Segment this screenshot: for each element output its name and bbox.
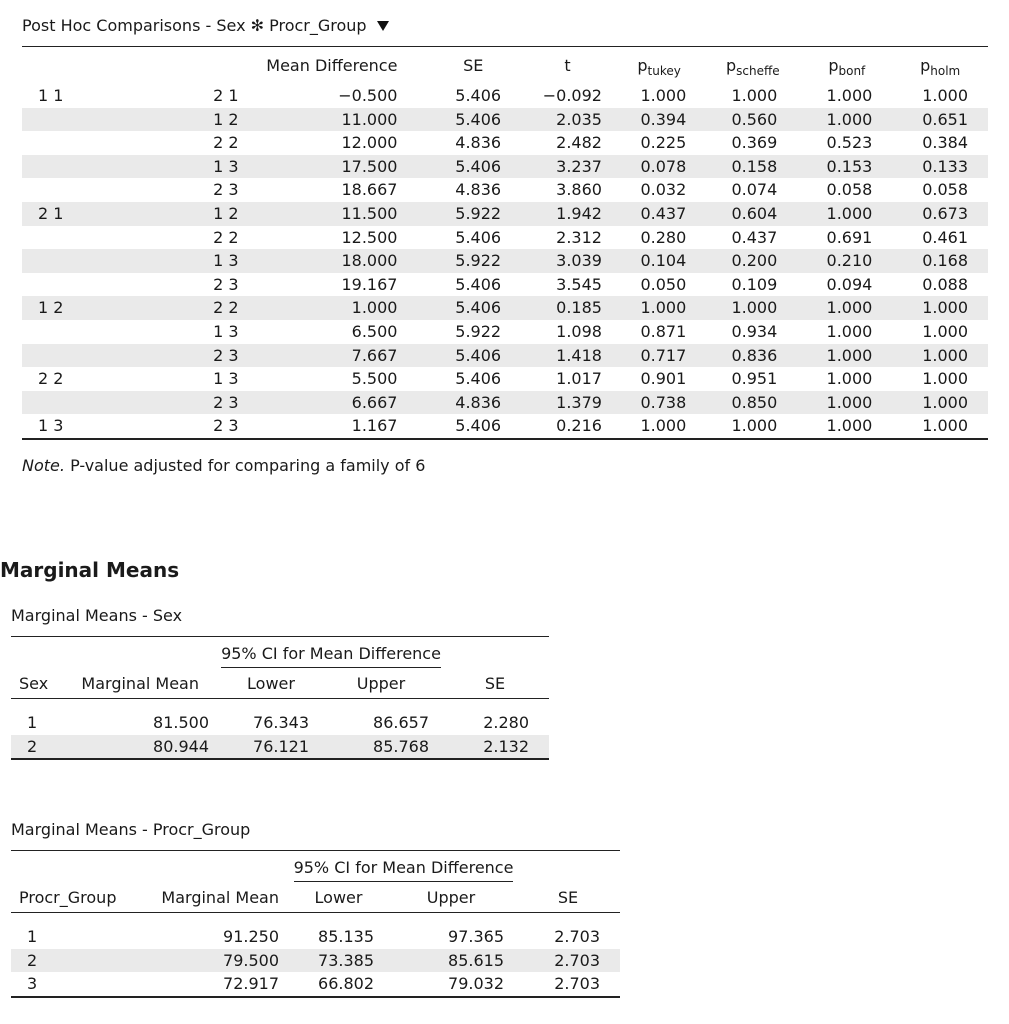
procr-table-title: Marginal Means - Procr_Group	[11, 820, 251, 839]
cell-p-scheffe: 0.836	[704, 344, 801, 368]
table-row	[22, 202, 988, 226]
cell-group1	[22, 131, 98, 155]
posthoc-title-text: Post Hoc Comparisons - Sex ✻ Procr_Group	[22, 16, 367, 35]
cell-group2: 2 3	[213, 274, 239, 294]
cell-marginal-mean: 91.250	[223, 927, 279, 946]
cell-level: 1	[27, 713, 38, 732]
header-upper: Upper	[426, 887, 476, 907]
cell-mean-difference: 12.500	[341, 227, 398, 247]
sex-table-body	[11, 711, 549, 758]
table-row	[22, 178, 988, 202]
cell-p-bonf: 1.000	[826, 369, 873, 389]
cell-t: 1.418	[521, 344, 614, 368]
header-marginal-mean: Marginal Mean	[81, 673, 199, 693]
posthoc-header-row	[22, 47, 988, 84]
cell-p-bonf: 0.691	[826, 227, 873, 247]
table-row	[22, 296, 988, 320]
header-sex: Sex	[19, 673, 49, 693]
cell-mean-difference: 11.000	[247, 108, 426, 132]
cell-t: 3.237	[521, 155, 614, 179]
cell-se: 5.406	[455, 227, 502, 247]
cell-p-holm: 1.000	[922, 369, 968, 389]
cell-t: 3.039	[521, 249, 614, 273]
cell-mean-difference: −0.500	[338, 86, 398, 105]
posthoc-table-container	[22, 46, 988, 440]
cell-group1	[22, 320, 98, 344]
marginal-means-heading: Marginal Means	[0, 558, 180, 582]
cell-mean-difference: 5.500	[351, 369, 398, 389]
header-marginal-mean: Marginal Mean	[161, 887, 279, 907]
cell-p-holm: 1.000	[922, 321, 968, 341]
cell-p-scheffe: 0.934	[731, 321, 778, 341]
cell-t: 2.482	[556, 133, 602, 153]
cell-group2: 2 2	[213, 133, 239, 153]
cell-p-holm: 0.168	[892, 249, 988, 273]
cell-p-holm: 1.000	[922, 416, 968, 436]
cell-group2: 1 3	[213, 321, 239, 341]
cell-upper: 79.032	[448, 974, 504, 994]
cell-mean-difference: 18.667	[341, 180, 398, 200]
cell-group2: 1 3	[98, 249, 246, 273]
cell-group2: 2 2	[98, 296, 246, 320]
cell-se: 5.406	[425, 155, 521, 179]
cell-lower: 66.802	[318, 974, 374, 994]
header-mean-difference: Mean Difference	[266, 56, 398, 75]
cell-upper: 85.768	[321, 735, 441, 759]
cell-upper: 85.615	[386, 949, 516, 973]
table-row	[22, 344, 988, 368]
sex-marginal-means-table	[11, 637, 549, 758]
cell-group1	[22, 391, 98, 415]
cell-p-scheffe: 0.437	[731, 227, 778, 247]
procr-marginal-means-table	[11, 851, 620, 996]
cell-se: 2.703	[516, 949, 620, 973]
cell-p-tukey: 0.078	[614, 155, 704, 179]
cell-p-bonf: 1.000	[826, 321, 873, 341]
cell-mean-difference: 1.167	[351, 416, 398, 436]
cell-p-holm: 1.000	[892, 391, 988, 415]
cell-p-bonf: 0.153	[801, 155, 892, 179]
cell-p-tukey: 0.717	[614, 344, 704, 368]
table-row	[22, 108, 988, 132]
cell-mean-difference: 11.500	[247, 202, 426, 226]
cell-lower: 76.121	[221, 735, 321, 759]
sex-table-title: Marginal Means - Sex	[11, 606, 183, 625]
cell-se: 5.406	[425, 344, 521, 368]
cell-mean-difference: 6.500	[351, 321, 398, 341]
cell-lower: 73.385	[291, 949, 386, 973]
header-lower: Lower	[247, 673, 295, 693]
cell-mean-difference: 6.667	[247, 391, 426, 415]
cell-p-holm: 1.000	[922, 86, 968, 105]
procr-table-container	[11, 850, 620, 998]
posthoc-note	[22, 456, 425, 475]
cell-t: 2.035	[521, 108, 614, 132]
cell-p-tukey: 0.738	[614, 391, 704, 415]
cell-mean-difference: 7.667	[247, 344, 426, 368]
header-se: SE	[557, 887, 579, 907]
cell-group1: 1 3	[38, 416, 64, 436]
cell-level: 2	[11, 735, 71, 759]
cell-t: 3.860	[556, 180, 602, 200]
ci-header-row	[11, 851, 620, 882]
cell-p-holm: 0.673	[892, 202, 988, 226]
table-row	[22, 226, 988, 250]
cell-p-scheffe: 0.951	[731, 369, 778, 389]
cell-marginal-mean: 79.500	[151, 949, 291, 973]
cell-p-holm: 0.088	[922, 274, 968, 294]
table-bottom-rule	[11, 758, 549, 760]
ci-header: 95% CI for Mean Difference	[221, 637, 441, 668]
cell-marginal-mean: 80.944	[71, 735, 221, 759]
posthoc-title	[22, 16, 389, 35]
cell-group1	[22, 178, 98, 202]
procr-table-body	[11, 925, 620, 996]
table-row	[11, 925, 620, 949]
procr-header-row	[11, 882, 620, 913]
cell-group1	[22, 344, 98, 368]
cell-level: 3	[27, 974, 38, 994]
cell-level: 1	[27, 927, 38, 946]
cell-p-holm: 1.000	[892, 344, 988, 368]
cell-group1	[22, 226, 98, 250]
cell-se: 5.406	[455, 369, 502, 389]
cell-p-holm: 0.384	[922, 133, 968, 153]
cell-p-scheffe: 0.604	[704, 202, 801, 226]
cell-p-tukey: 0.871	[640, 321, 687, 341]
dropdown-triangle-icon[interactable]	[377, 21, 389, 31]
cell-group2: 1 3	[213, 369, 239, 389]
cell-p-tukey: 1.000	[614, 296, 704, 320]
cell-p-tukey: 0.437	[614, 202, 704, 226]
cell-p-tukey: 0.104	[614, 249, 704, 273]
cell-t: −0.092	[542, 86, 602, 105]
cell-group1	[22, 249, 98, 273]
cell-t: 1.098	[556, 321, 602, 341]
table-bottom-rule	[22, 438, 988, 440]
cell-se: 5.406	[425, 108, 521, 132]
header-procr-group: Procr_Group	[19, 887, 117, 907]
ci-header: 95% CI for Mean Difference	[291, 851, 516, 882]
cell-p-tukey: 0.280	[640, 227, 687, 247]
cell-group2: 2 3	[213, 416, 239, 436]
cell-p-scheffe: 0.109	[731, 274, 778, 294]
cell-p-bonf: 1.000	[801, 344, 892, 368]
cell-level: 2	[11, 949, 151, 973]
cell-p-tukey: 0.032	[640, 180, 687, 200]
cell-p-scheffe: 0.074	[731, 180, 778, 200]
header-p-scheffe: $p_{scheffe}$	[725, 56, 780, 78]
cell-group1: 2 2	[38, 369, 64, 389]
table-row	[11, 711, 549, 735]
cell-p-tukey: 1.000	[640, 86, 687, 105]
cell-p-scheffe: 0.200	[704, 249, 801, 273]
cell-se: 5.406	[455, 416, 502, 436]
table-row	[22, 367, 988, 391]
cell-group1: 1 1	[38, 86, 64, 105]
header-p-tukey: $p_{tukey}$	[637, 56, 681, 78]
cell-p-bonf: 0.523	[826, 133, 873, 153]
table-row	[22, 249, 988, 273]
cell-se: 2.703	[554, 927, 600, 946]
header-se: SE	[484, 673, 506, 693]
cell-upper: 86.657	[373, 713, 429, 732]
cell-se: 4.836	[455, 133, 502, 153]
header-group2	[98, 47, 246, 84]
header-group1	[22, 47, 98, 84]
cell-p-tukey: 1.000	[640, 416, 687, 436]
cell-lower: 76.343	[253, 713, 309, 732]
table-row	[11, 949, 620, 973]
cell-p-scheffe: 0.158	[704, 155, 801, 179]
cell-group2: 2 1	[213, 86, 239, 105]
table-row	[22, 131, 988, 155]
cell-group2: 1 2	[98, 202, 246, 226]
cell-p-holm: 1.000	[892, 296, 988, 320]
cell-se: 2.703	[554, 974, 600, 994]
cell-p-scheffe: 0.369	[731, 133, 778, 153]
cell-mean-difference: 12.000	[341, 133, 398, 153]
cell-se: 2.280	[483, 713, 529, 732]
cell-p-bonf: 1.000	[826, 416, 873, 436]
cell-p-bonf: 1.000	[801, 202, 892, 226]
table-row	[11, 735, 549, 759]
cell-group2: 1 3	[98, 155, 246, 179]
cell-p-tukey: 0.050	[640, 274, 687, 294]
cell-group2: 2 2	[213, 227, 239, 247]
table-row	[22, 155, 988, 179]
cell-p-bonf: 1.000	[826, 86, 873, 105]
cell-t: 3.545	[556, 274, 602, 294]
cell-t: 0.185	[521, 296, 614, 320]
cell-lower: 85.135	[318, 927, 374, 946]
table-row	[22, 84, 988, 108]
cell-se: 5.406	[425, 296, 521, 320]
note-text: P-value adjusted for comparing a family of 6	[70, 456, 426, 475]
header-t: t	[564, 56, 571, 75]
cell-group1: 1 2	[22, 296, 98, 320]
table-row	[22, 320, 988, 344]
ci-header-row	[11, 637, 549, 668]
cell-se: 2.132	[441, 735, 549, 759]
cell-group2: 2 3	[98, 344, 246, 368]
cell-p-scheffe: 0.850	[704, 391, 801, 415]
cell-group2: 1 2	[98, 108, 246, 132]
cell-t: 1.942	[521, 202, 614, 226]
sex-table-container	[11, 636, 549, 760]
cell-mean-difference: 17.500	[247, 155, 426, 179]
header-p-bonf: $p_{bonf}$	[828, 56, 866, 78]
cell-t: 2.312	[556, 227, 602, 247]
cell-p-bonf: 1.000	[801, 108, 892, 132]
cell-p-tukey: 0.394	[614, 108, 704, 132]
cell-p-bonf: 0.094	[826, 274, 873, 294]
table-bottom-rule	[11, 996, 620, 998]
cell-p-bonf: 0.210	[801, 249, 892, 273]
cell-p-bonf: 1.000	[801, 296, 892, 320]
cell-p-bonf: 0.058	[826, 180, 873, 200]
cell-t: 0.216	[556, 416, 602, 436]
header-upper: Upper	[356, 673, 406, 693]
cell-mean-difference: 18.000	[247, 249, 426, 273]
cell-se: 5.922	[425, 249, 521, 273]
cell-p-scheffe: 0.560	[704, 108, 801, 132]
cell-group1	[22, 273, 98, 297]
cell-se: 5.922	[455, 321, 502, 341]
cell-p-holm: 0.133	[892, 155, 988, 179]
cell-t: 1.017	[556, 369, 602, 389]
header-se: SE	[463, 56, 484, 75]
cell-p-holm: 0.651	[892, 108, 988, 132]
posthoc-table	[22, 47, 988, 438]
cell-group1: 2 1	[22, 202, 98, 226]
cell-t: 1.379	[521, 391, 614, 415]
cell-p-holm: 0.058	[922, 180, 968, 200]
cell-group1	[22, 108, 98, 132]
cell-p-scheffe: 1.000	[704, 296, 801, 320]
sex-header-row	[11, 668, 549, 699]
cell-se: 5.406	[455, 86, 502, 105]
table-row	[22, 273, 988, 297]
cell-p-bonf: 1.000	[801, 391, 892, 415]
cell-se: 4.836	[455, 180, 502, 200]
header-lower: Lower	[314, 887, 363, 907]
cell-group2: 2 3	[213, 180, 239, 200]
cell-marginal-mean: 72.917	[223, 974, 279, 994]
cell-p-holm: 0.461	[922, 227, 968, 247]
table-row	[22, 414, 988, 438]
cell-group1	[22, 155, 98, 179]
header-p-holm: $p_{holm}$	[920, 56, 961, 78]
cell-p-tukey: 0.225	[640, 133, 687, 153]
cell-mean-difference: 1.000	[247, 296, 426, 320]
posthoc-table-body	[22, 84, 988, 438]
cell-se: 4.836	[425, 391, 521, 415]
note-label: Note.	[22, 456, 65, 475]
cell-upper: 97.365	[448, 927, 504, 946]
cell-mean-difference: 19.167	[341, 274, 398, 294]
cell-p-scheffe: 1.000	[731, 416, 778, 436]
cell-se: 5.406	[455, 274, 502, 294]
cell-p-tukey: 0.901	[640, 369, 687, 389]
table-row	[11, 972, 620, 996]
table-row	[22, 391, 988, 415]
cell-group2: 2 3	[98, 391, 246, 415]
cell-p-scheffe: 1.000	[731, 86, 778, 105]
cell-marginal-mean: 81.500	[153, 713, 209, 732]
cell-se: 5.922	[425, 202, 521, 226]
